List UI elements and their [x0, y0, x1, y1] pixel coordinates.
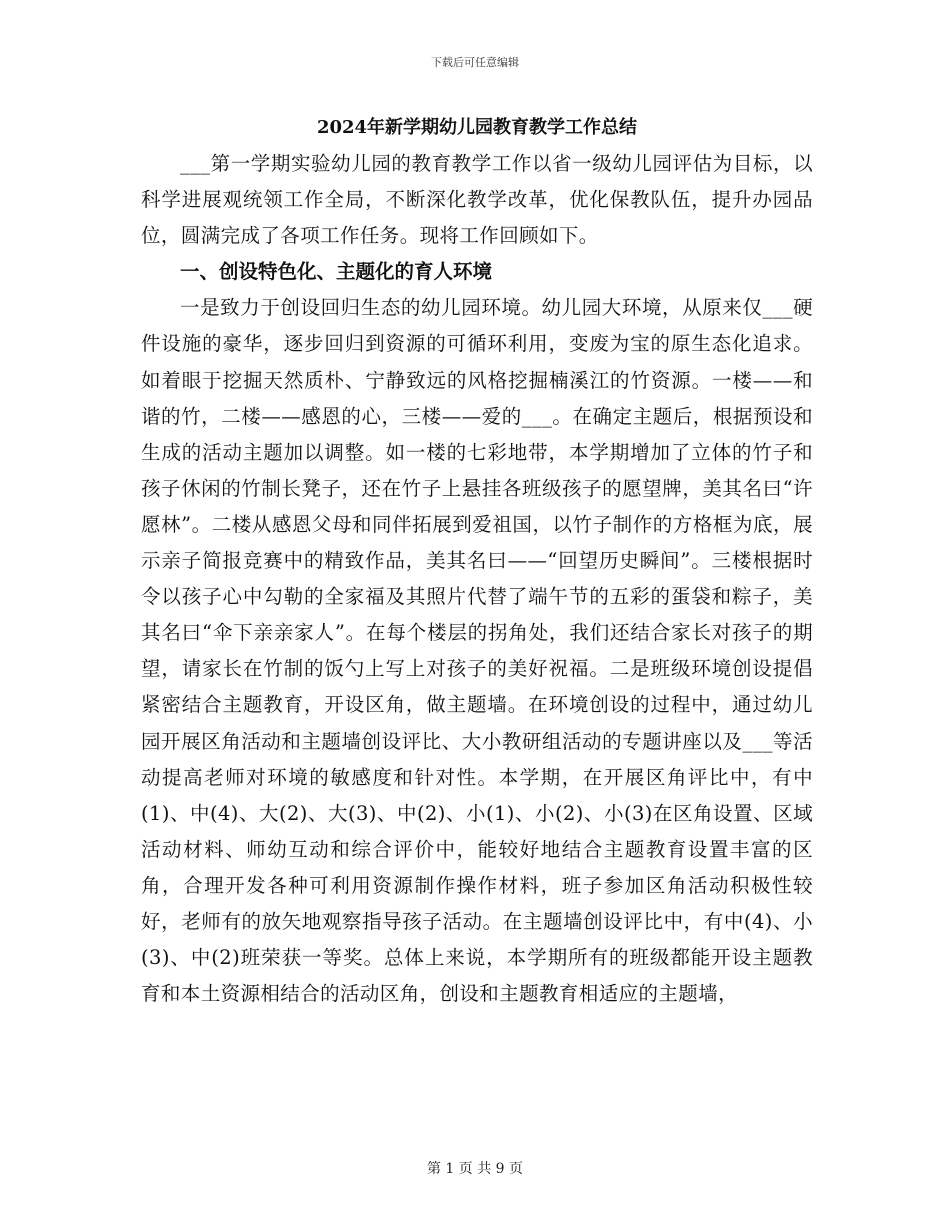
intro-paragraph: ___第一学期实验幼儿园的教育教学工作以省一级幼儿园评估为目标，以科学进展观统领工作全局，不断深化教学改革，优化保教队伍，提升办园品位，圆满完成了各项工作任务。现将工作回顾如下。	[141, 152, 813, 248]
section-1-paragraph: 一是致力于创设回归生态的幼儿园环境。幼儿园大环境，从原来仅___硬件设施的豪华，逐步回归到资源的可循环利用，变废为宝的原生态化追求。如着眼于挖掘天然质朴、宁静致远的风格挖掘楠溪江的竹资源。一楼——和谐的竹，二楼——感恩的心，三楼——爱的___。在确定主题后，根据预设和生成的活动主题加以调整。如一楼的七彩地带，本学期增加了立体的竹子和孩子休闲的竹制长凳子，还在竹子上悬挂各班级孩子的愿望牌，美其名曰“许愿林”。二楼从感恩父母和同伴拓展到爱祖国，以竹子制作的方格框为底，展示亲子简报竞赛中的精致作品，美其名曰——“回望历史瞬间”。三楼根据时令以孩子心中勾勒的全家福及其照片代替了端午节的五彩的蛋袋和粽子，美其名曰“伞下亲亲家人”。在每个楼层的拐角处，我们还结合家长对孩子的期望，请家长在竹制的饭勺上写上对孩子的美好祝福。二是班级环境创设提倡紧密结合主题教育，开设区角，做主题墙。在环境创设的过程中，通过幼儿园开展区角活动和主题墙创设评比、大小教研组活动的专题讲座以及___等活动提高老师对环境的敏感度和针对性。本学期，在开展区角评比中，有中(1)、中(4)、大(2)、大(3)、中(2)、小(1)、小(2)、小(3)在区角设置、区域活动材料、师幼互动和综合评价中，能较好地结合主题教育设置丰富的区角，合理开发各种可利用资源制作操作材料，班子参加区角活动积极性较好，老师有的放矢地观察指导孩子活动。在主题墙创设评比中，有中(4)、小(3)、中(2)班荣获一等奖。总体上来说，本学期所有的班级都能开设主题教育和本土资源相结合的活动区角，创设和主题教育相适应的主题墙，	[141, 296, 813, 1006]
page-number: 第 1 页 共 9 页	[426, 1161, 524, 1177]
section-1-heading: 一、创设特色化、主题化的育人环境	[180, 260, 493, 284]
document-body	[141, 112, 813, 1012]
document-title: 2024年新学期幼儿园教育教学工作总结	[316, 117, 638, 138]
page-header-note: 下载后可任意编辑	[431, 56, 519, 69]
